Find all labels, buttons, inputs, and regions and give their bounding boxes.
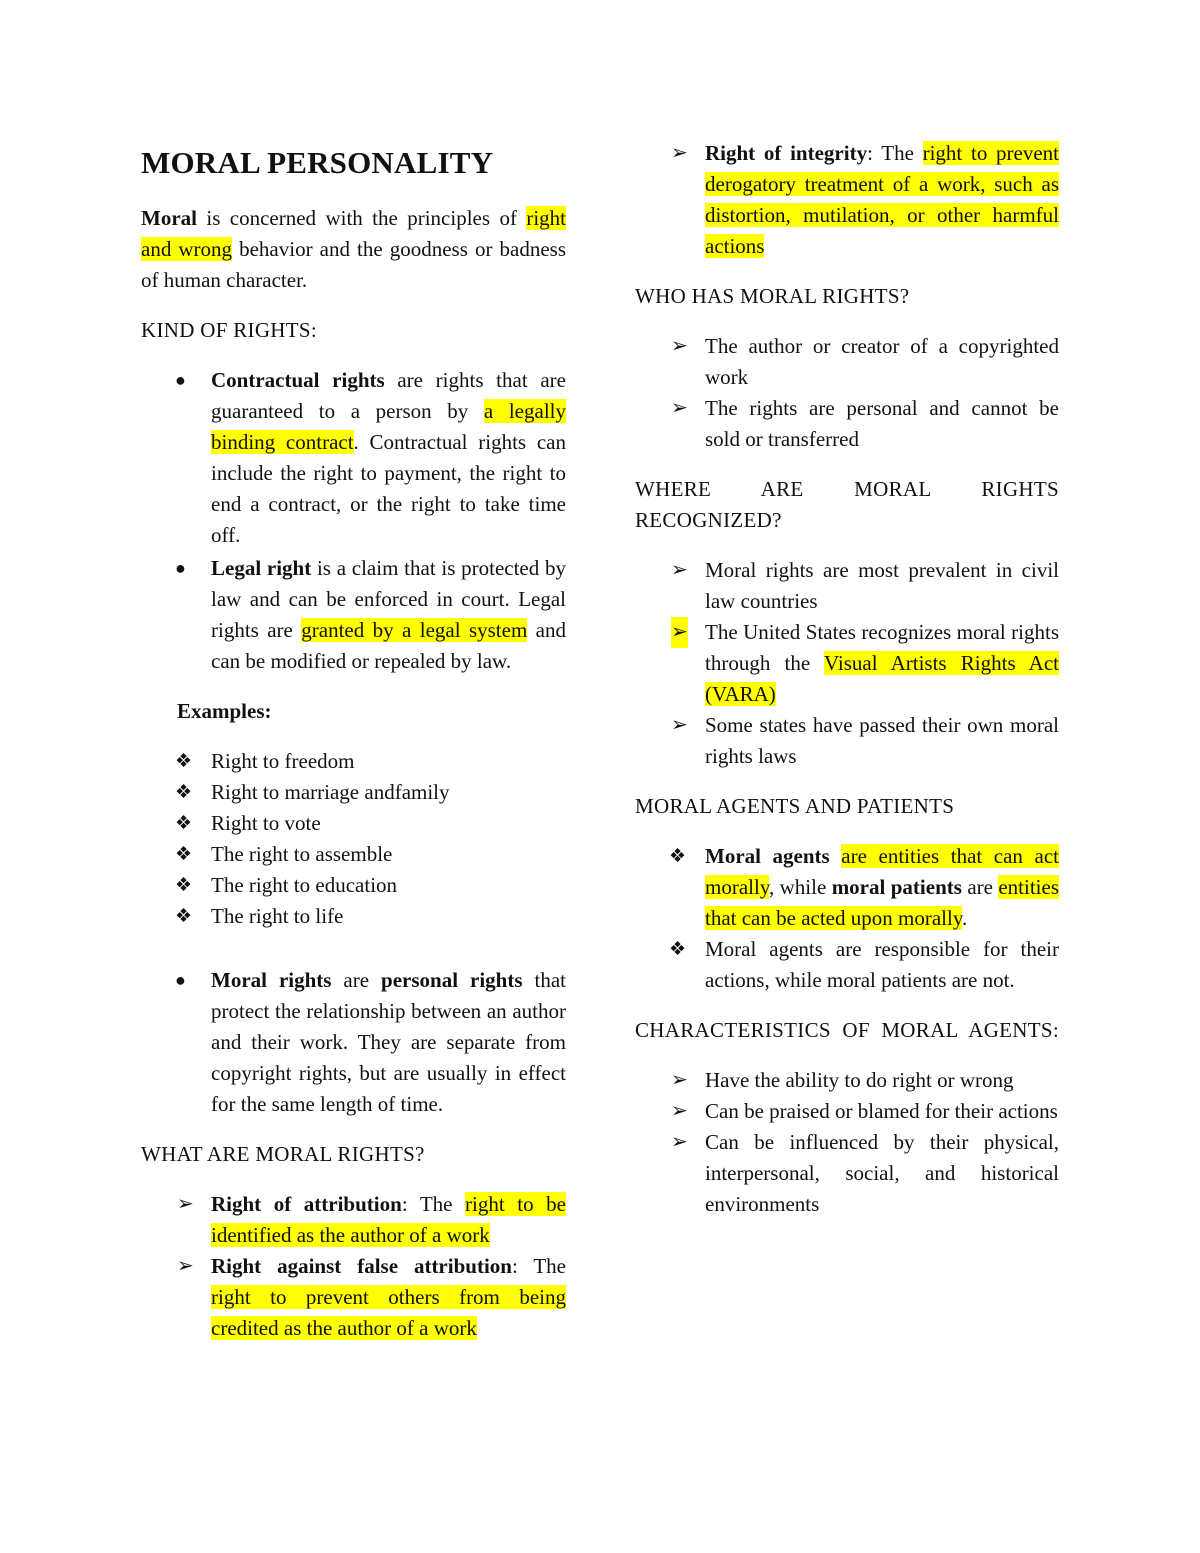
legal-highlight: granted by a legal system (301, 618, 528, 643)
what-list (141, 1189, 566, 1344)
diamond-bullet-icon: ❖ (175, 782, 193, 804)
rights-list (141, 365, 566, 677)
contractual-term: Contractual rights (211, 368, 385, 393)
what-are-moral-rights-heading: WHAT ARE MORAL RIGHTS? (141, 1142, 425, 1167)
right-column (635, 138, 1059, 1220)
integrity-text: : The (867, 141, 923, 165)
characteristic-text: Can be influenced by their physical, interpersonal, social, and historical environments (705, 1130, 1059, 1216)
where-item-text: Some states have passed their own moral rights laws (705, 713, 1059, 768)
arrow-bullet-icon: ➢ (671, 559, 688, 581)
where-item-text: Moral rights are most prevalent in civil law countries (705, 558, 1059, 613)
arrow-bullet-icon: ➢ (671, 335, 688, 357)
list-item (635, 841, 1059, 934)
legal-term: Legal right (211, 556, 312, 581)
list-item (141, 839, 566, 870)
where-list (635, 555, 1059, 772)
moral-agents-patients-heading: MORAL AGENTS AND PATIENTS (635, 794, 955, 818)
who-list (635, 331, 1059, 455)
diamond-bullet-icon: ❖ (175, 875, 193, 897)
intro-text-1: is concerned with the principles of (196, 206, 527, 231)
list-item-integrity (635, 138, 1059, 262)
bullet-icon: ● (175, 558, 186, 579)
moral-patients-term: moral patients (831, 875, 962, 899)
left-column (141, 138, 566, 1344)
personal-rights-term: personal rights (381, 968, 523, 993)
contractual-text-1: are rights that are guaranteed to a person by (211, 368, 566, 424)
list-item (141, 777, 566, 808)
diamond-bullet-icon: ❖ (669, 939, 687, 960)
bullet-icon: ● (175, 970, 186, 991)
diamond-bullet-icon: ❖ (175, 813, 193, 835)
list-item (141, 901, 566, 932)
who-has-moral-rights-heading: WHO HAS MORAL RIGHTS? (635, 284, 910, 308)
arrow-bullet-icon: ➢ (177, 1193, 194, 1216)
bullet-icon: ● (175, 370, 186, 391)
agents-text-3: are (961, 875, 999, 899)
list-item (635, 1096, 1059, 1127)
list-item-moral-rights (141, 965, 566, 1120)
agents-text-1 (830, 844, 842, 868)
arrow-bullet-icon: ➢ (671, 1100, 688, 1122)
moral-rights-list (141, 965, 566, 1120)
example-text: Right to freedom (211, 749, 355, 774)
contractual-text-2: . Contractual rights can include the right to payment, the right to end a contract, or the right to take time off. (211, 430, 566, 548)
agents-text-4: . (961, 906, 968, 930)
who-item-text: The rights are personal and cannot be sold or transferred (705, 396, 1059, 451)
list-item-attribution (141, 1189, 566, 1251)
list-item (141, 808, 566, 839)
who-item-text: The author or creator of a copyrighted work (705, 334, 1059, 389)
example-text: The right to assemble (211, 842, 393, 867)
diamond-bullet-icon: ❖ (175, 906, 193, 928)
arrow-bullet-icon: ➢ (177, 1255, 194, 1278)
intro-text-2: behavior and the goodness or badness of human character. (141, 237, 566, 293)
characteristics-list (635, 1065, 1059, 1220)
kind-of-rights-heading: KIND OF RIGHTS: (141, 318, 318, 343)
list-item (635, 555, 1059, 617)
false-attribution-highlight: right to prevent others from being credited as the author of a work (211, 1285, 566, 1341)
moral-agents-term: Moral agents (705, 844, 830, 868)
example-text: Right to marriage andfamily (211, 780, 450, 805)
diamond-bullet-icon: ❖ (669, 846, 687, 867)
intro-highlight: right and wrong (141, 206, 566, 262)
arrow-bullet-icon: ➢ (671, 397, 688, 419)
list-item (635, 617, 1059, 710)
example-text: Right to vote (211, 811, 321, 836)
list-item-false-attribution (141, 1251, 566, 1344)
agents-highlight-1: are entities that can act morally (705, 844, 1059, 899)
agents-highlight-2: entities that can be acted upon morally (705, 875, 1060, 930)
moral-rights-text-2: that protect the relationship between an author and their work. They are separate from copyright rights, but are usually in effect for the same length of time. (211, 968, 566, 1117)
example-text: The right to education (211, 873, 398, 898)
list-item (141, 870, 566, 901)
arrow-bullet-icon: ➢ (671, 142, 688, 164)
spacer (141, 932, 566, 965)
diamond-bullet-icon: ❖ (175, 751, 193, 773)
intro-paragraph (141, 203, 566, 296)
characteristics-heading: CHARACTERISTICS OF MORAL AGENTS: (635, 1018, 1059, 1042)
where-recognized-heading: WHERE ARE MORAL RIGHTS RECOGNIZED? (635, 477, 1059, 532)
list-item (635, 1065, 1059, 1096)
list-item (635, 393, 1059, 455)
false-attribution-text: : The (511, 1254, 566, 1279)
list-item-contractual (141, 365, 566, 551)
contractual-highlight: a legally binding contract (211, 399, 566, 455)
integrity-term: Right of integrity (705, 141, 868, 165)
list-item (635, 934, 1059, 996)
where-item-text: The United States recognizes moral rights through the (705, 620, 1059, 675)
integrity-highlight: right to prevent derogatory treatment of a work, such as distortion, mutilation, or other harmful actions (705, 141, 1059, 258)
list-item-legal (141, 553, 566, 677)
moral-rights-text-1: are (331, 968, 382, 993)
page-title: MORAL PERSONALITY (141, 145, 494, 180)
false-attribution-term: Right against false attribution (211, 1254, 512, 1279)
diamond-bullet-icon: ❖ (175, 844, 193, 866)
attribution-highlight: right to be identified as the author of a work (211, 1192, 566, 1248)
agents-item-text: Moral agents are responsible for their actions, while moral patients are not. (705, 937, 1059, 992)
arrow-bullet-icon: ➢ (671, 617, 688, 648)
attribution-text: : The (401, 1192, 466, 1217)
legal-text-2: and can be modified or repealed by law. (211, 618, 566, 674)
legal-text-1: is a claim that is protected by law and can be enforced in court. Legal rights are (211, 556, 566, 643)
intro-term: Moral (141, 206, 197, 231)
agents-list (635, 841, 1059, 996)
examples-list (141, 746, 566, 932)
attribution-term: Right of attribution (211, 1192, 402, 1217)
vara-highlight: Visual Artists Rights Act (VARA) (705, 651, 1059, 706)
list-item (635, 1127, 1059, 1220)
agents-text-2: , while (768, 875, 832, 899)
example-text: The right to life (211, 904, 344, 929)
arrow-bullet-icon: ➢ (671, 1131, 688, 1153)
examples-heading: Examples: (177, 699, 272, 724)
list-item (141, 746, 566, 777)
characteristic-text: Can be praised or blamed for their actions (705, 1099, 1058, 1123)
moral-rights-term: Moral rights (211, 968, 332, 993)
arrow-bullet-icon: ➢ (671, 1069, 688, 1091)
integrity-list (635, 138, 1059, 262)
arrow-bullet-icon: ➢ (671, 714, 688, 736)
characteristic-text: Have the ability to do right or wrong (705, 1068, 1014, 1092)
list-item (635, 331, 1059, 393)
list-item (635, 710, 1059, 772)
